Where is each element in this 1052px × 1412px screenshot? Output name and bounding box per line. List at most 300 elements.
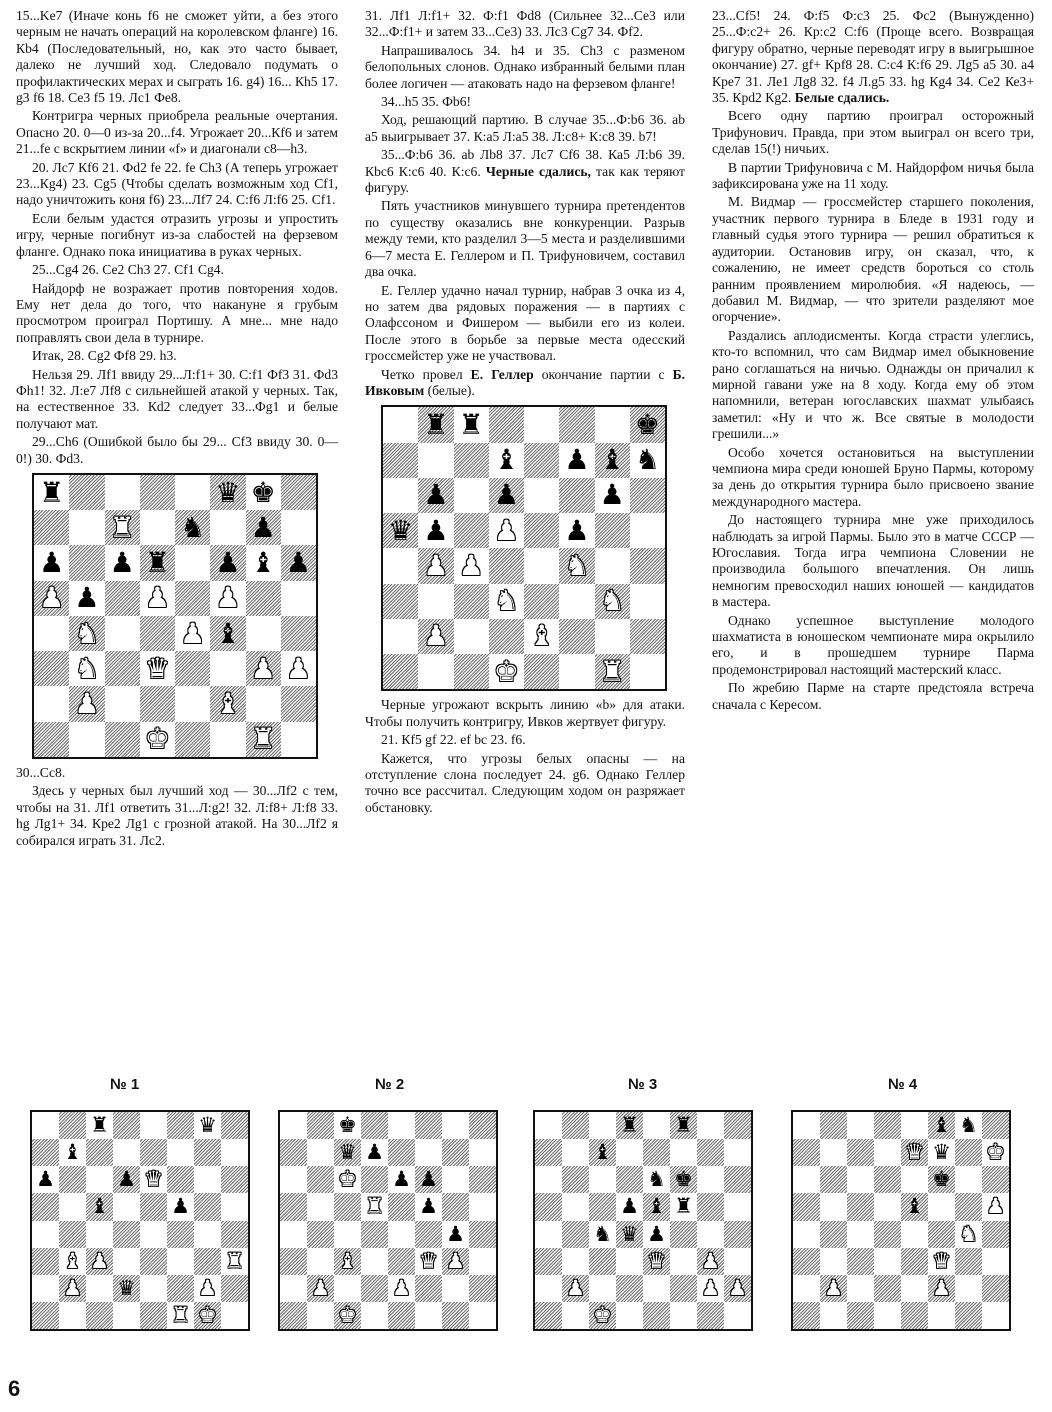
board-square bbox=[34, 475, 69, 510]
board-square bbox=[388, 1193, 415, 1220]
white-king-icon: ♚ bbox=[338, 1302, 357, 1327]
board-square bbox=[418, 619, 453, 654]
board-square bbox=[32, 1193, 59, 1220]
board-square bbox=[724, 1221, 751, 1248]
board-square bbox=[113, 1302, 140, 1329]
black-bishop-icon: ♝ bbox=[90, 1194, 109, 1219]
board-square bbox=[901, 1221, 928, 1248]
board-square bbox=[194, 1248, 221, 1275]
board-square bbox=[281, 686, 316, 721]
board-square bbox=[820, 1139, 847, 1166]
white-pawn-icon: ♟ bbox=[63, 1275, 82, 1300]
board-square bbox=[589, 1139, 616, 1166]
black-pawn-icon: ♟ bbox=[285, 546, 311, 580]
board-square bbox=[140, 545, 175, 580]
board-square bbox=[928, 1275, 955, 1302]
board-square bbox=[630, 548, 665, 583]
board-square bbox=[210, 581, 245, 616]
board-square bbox=[982, 1112, 1009, 1139]
board-square bbox=[535, 1275, 562, 1302]
board-square bbox=[562, 1139, 589, 1166]
board-square bbox=[86, 1112, 113, 1139]
board-square bbox=[793, 1248, 820, 1275]
board-square bbox=[383, 478, 418, 513]
board-square bbox=[928, 1302, 955, 1329]
board-square bbox=[955, 1221, 982, 1248]
board-square bbox=[928, 1193, 955, 1220]
paragraph bbox=[365, 147, 685, 196]
board-square bbox=[595, 548, 630, 583]
white-knight-icon: ♞ bbox=[959, 1221, 978, 1246]
black-rook-icon: ♜ bbox=[458, 407, 484, 441]
board-square bbox=[847, 1302, 874, 1329]
paragraph: В партии Трифуновича с М. Найдорфом ничья была зафиксирована уже на 11 ходу. bbox=[712, 159, 1034, 192]
black-bishop-icon: ♝ bbox=[593, 1140, 612, 1165]
white-pawn-icon: ♟ bbox=[701, 1275, 720, 1300]
board-square bbox=[820, 1193, 847, 1220]
board-square bbox=[616, 1139, 643, 1166]
black-pawn-icon: ♟ bbox=[171, 1194, 190, 1219]
board-square bbox=[388, 1248, 415, 1275]
board-square bbox=[34, 686, 69, 721]
board-square bbox=[643, 1193, 670, 1220]
board-square bbox=[454, 478, 489, 513]
problem-diagram bbox=[278, 1110, 498, 1331]
board-square bbox=[793, 1221, 820, 1248]
board-square bbox=[140, 510, 175, 545]
board-square bbox=[643, 1221, 670, 1248]
black-pawn-icon: ♟ bbox=[36, 1167, 55, 1192]
board-square bbox=[307, 1166, 334, 1193]
board-square bbox=[442, 1193, 469, 1220]
white-pawn-icon: ♟ bbox=[392, 1275, 411, 1300]
black-rook-icon: ♜ bbox=[674, 1194, 693, 1219]
board-square bbox=[167, 1139, 194, 1166]
problem-diagram bbox=[791, 1110, 1011, 1331]
board-square bbox=[246, 616, 281, 651]
board-square bbox=[643, 1166, 670, 1193]
board-square bbox=[221, 1221, 248, 1248]
board-square bbox=[524, 619, 559, 654]
board-square bbox=[630, 619, 665, 654]
board-square bbox=[246, 475, 281, 510]
board-square bbox=[524, 443, 559, 478]
board-square bbox=[59, 1248, 86, 1275]
board-square bbox=[442, 1139, 469, 1166]
board-square bbox=[210, 510, 245, 545]
board-square bbox=[847, 1166, 874, 1193]
board-square bbox=[901, 1112, 928, 1139]
board-square bbox=[307, 1139, 334, 1166]
board-square bbox=[59, 1139, 86, 1166]
board-square bbox=[820, 1275, 847, 1302]
black-rook-icon: ♜ bbox=[674, 1113, 693, 1138]
board-square bbox=[874, 1302, 901, 1329]
black-pawn-icon: ♟ bbox=[446, 1221, 465, 1246]
board-square bbox=[210, 545, 245, 580]
board-square bbox=[469, 1193, 496, 1220]
board-square bbox=[874, 1275, 901, 1302]
board-square bbox=[113, 1275, 140, 1302]
board-square bbox=[280, 1275, 307, 1302]
board-square bbox=[559, 619, 594, 654]
board-square bbox=[140, 1248, 167, 1275]
board-square bbox=[32, 1221, 59, 1248]
board-square bbox=[489, 443, 524, 478]
black-rook-icon: ♜ bbox=[620, 1113, 639, 1138]
board-square bbox=[724, 1139, 751, 1166]
board-square bbox=[140, 686, 175, 721]
board-square bbox=[210, 686, 245, 721]
white-king-icon: ♚ bbox=[986, 1140, 1005, 1165]
board-square bbox=[535, 1248, 562, 1275]
white-pawn-icon: ♟ bbox=[986, 1194, 1005, 1219]
board-square bbox=[361, 1248, 388, 1275]
board-square bbox=[334, 1275, 361, 1302]
board-square bbox=[589, 1275, 616, 1302]
board-square bbox=[221, 1248, 248, 1275]
board-square bbox=[361, 1112, 388, 1139]
white-rook-icon: ♜ bbox=[171, 1302, 190, 1327]
board-square bbox=[210, 616, 245, 651]
white-bishop-icon: ♝ bbox=[338, 1248, 357, 1273]
board-square bbox=[307, 1193, 334, 1220]
board-square bbox=[589, 1112, 616, 1139]
board-square bbox=[175, 510, 210, 545]
board-square bbox=[210, 722, 245, 757]
board-square bbox=[167, 1193, 194, 1220]
white-rook-icon: ♜ bbox=[599, 654, 625, 688]
board-square bbox=[454, 513, 489, 548]
board-square bbox=[643, 1275, 670, 1302]
board-square bbox=[388, 1139, 415, 1166]
board-square bbox=[388, 1221, 415, 1248]
white-bishop-icon: ♝ bbox=[63, 1248, 82, 1273]
board-square bbox=[32, 1302, 59, 1329]
board-square bbox=[697, 1275, 724, 1302]
problem-label: № 4 bbox=[888, 1076, 918, 1093]
board-square bbox=[59, 1275, 86, 1302]
board-square bbox=[280, 1166, 307, 1193]
board-square bbox=[489, 548, 524, 583]
white-knight-icon: ♞ bbox=[74, 651, 100, 685]
board-square bbox=[383, 584, 418, 619]
board-square bbox=[281, 510, 316, 545]
board-square bbox=[616, 1166, 643, 1193]
paragraph: 31. Лf1 Л:f1+ 32. Ф:f1 Фd8 (Сильнее 32...Се3 или 32...Ф:f1+ и затем 33...Се3) 33. Лс3 Cg7 34. Фf2. bbox=[365, 8, 685, 40]
board-square bbox=[194, 1221, 221, 1248]
black-pawn-icon: ♟ bbox=[74, 581, 100, 615]
board-square bbox=[167, 1248, 194, 1275]
board-square bbox=[595, 478, 630, 513]
board-square bbox=[175, 545, 210, 580]
board-square bbox=[469, 1112, 496, 1139]
board-square bbox=[59, 1166, 86, 1193]
board-square bbox=[140, 722, 175, 757]
board-square bbox=[616, 1221, 643, 1248]
board-square bbox=[334, 1221, 361, 1248]
board-square bbox=[32, 1248, 59, 1275]
board-square bbox=[955, 1193, 982, 1220]
paragraph bbox=[365, 367, 685, 400]
black-rook-icon: ♜ bbox=[39, 475, 65, 509]
board-square bbox=[140, 1302, 167, 1329]
board-square bbox=[562, 1166, 589, 1193]
board-square bbox=[595, 443, 630, 478]
board-square bbox=[643, 1248, 670, 1275]
board-square bbox=[670, 1139, 697, 1166]
white-bishop-icon: ♝ bbox=[529, 619, 555, 653]
board-square bbox=[595, 407, 630, 442]
board-square bbox=[724, 1166, 751, 1193]
board-square bbox=[955, 1275, 982, 1302]
black-king-icon: ♚ bbox=[674, 1167, 693, 1192]
white-knight-icon: ♞ bbox=[493, 584, 519, 618]
board-square bbox=[361, 1275, 388, 1302]
board-square bbox=[697, 1221, 724, 1248]
board-square bbox=[670, 1112, 697, 1139]
board-square bbox=[928, 1166, 955, 1193]
board-square bbox=[383, 619, 418, 654]
board-square bbox=[874, 1193, 901, 1220]
board-square bbox=[334, 1112, 361, 1139]
black-queen-icon: ♛ bbox=[932, 1140, 951, 1165]
board-square bbox=[418, 407, 453, 442]
board-square bbox=[847, 1112, 874, 1139]
board-square bbox=[59, 1193, 86, 1220]
board-square bbox=[874, 1112, 901, 1139]
board-square bbox=[489, 513, 524, 548]
board-square bbox=[307, 1248, 334, 1275]
paragraph: Пять участников минувшего турнира претендентов по существу оказались вне конкуренции. Разрыв между теми, кто разделил 3—5 места и разделившими 6—7 места Е. Геллером и П. Трифуновичем, составил два очка. bbox=[365, 198, 685, 280]
board-square bbox=[454, 443, 489, 478]
board-square bbox=[442, 1166, 469, 1193]
board-square bbox=[589, 1248, 616, 1275]
board-square bbox=[175, 722, 210, 757]
board-square bbox=[643, 1112, 670, 1139]
problem-diagram bbox=[30, 1110, 250, 1331]
board-square bbox=[559, 548, 594, 583]
board-square bbox=[334, 1166, 361, 1193]
board-square bbox=[69, 686, 104, 721]
board-square bbox=[901, 1193, 928, 1220]
board-square bbox=[524, 478, 559, 513]
board-square bbox=[847, 1193, 874, 1220]
board-square bbox=[175, 616, 210, 651]
board-square bbox=[847, 1275, 874, 1302]
paragraph: 25...Cg4 26. Се2 Ch3 27. Сf1 Cg4. bbox=[32, 262, 224, 278]
paragraph: Контригра черных приобрела реальные очертания. Опасно 20. 0—0 из-за 20...f4. Угрожает 20...Кf6 и затем 21...fe с вскрытием линии «f» и диагонали c8—h3. bbox=[16, 108, 338, 157]
paragraph: Всего одну партию проиграл осторожный Трифунович. Правда, при этом выиграл он всего три, сделав 15(!) ничьих. bbox=[712, 108, 1034, 157]
board-square bbox=[86, 1275, 113, 1302]
black-queen-icon: ♛ bbox=[338, 1140, 357, 1165]
board-square bbox=[32, 1166, 59, 1193]
black-bishop-icon: ♝ bbox=[493, 443, 519, 477]
black-rook-icon: ♜ bbox=[423, 407, 449, 441]
board-square bbox=[670, 1221, 697, 1248]
black-knight-icon: ♞ bbox=[593, 1221, 612, 1246]
white-pawn-icon: ♟ bbox=[423, 548, 449, 582]
white-pawn-icon: ♟ bbox=[423, 619, 449, 653]
board-square bbox=[415, 1139, 442, 1166]
board-square bbox=[469, 1302, 496, 1329]
board-square bbox=[34, 651, 69, 686]
black-pawn-icon: ♟ bbox=[419, 1167, 438, 1192]
board-square bbox=[113, 1193, 140, 1220]
paragraph: 29...Сh6 (Ошибкой было бы 29... Сf3 ввиду 30. 0—0!) 30. Фd3. bbox=[16, 434, 338, 466]
board-square bbox=[32, 1112, 59, 1139]
white-pawn-icon: ♟ bbox=[215, 581, 241, 615]
board-square bbox=[724, 1248, 751, 1275]
white-pawn-icon: ♟ bbox=[493, 513, 519, 547]
board-square bbox=[524, 513, 559, 548]
board-square bbox=[670, 1302, 697, 1329]
board-square bbox=[524, 548, 559, 583]
white-queen-icon: ♛ bbox=[647, 1248, 666, 1273]
result: Белые сдались. bbox=[794, 90, 890, 106]
black-queen-icon: ♛ bbox=[198, 1113, 217, 1138]
board-square bbox=[418, 513, 453, 548]
problem-label: № 1 bbox=[110, 1076, 140, 1093]
board-square bbox=[140, 1166, 167, 1193]
paragraph: Однако успешное выступление молодого шахматиста в юношеском чемпионате мира окрылило его, и в прошедшем турнире Парма продемонстрировал настоящий мастерский класс. bbox=[712, 612, 1034, 677]
board-square bbox=[793, 1139, 820, 1166]
white-pawn-icon: ♟ bbox=[446, 1248, 465, 1273]
board-square bbox=[281, 722, 316, 757]
white-bishop-icon: ♝ bbox=[215, 687, 241, 721]
board-square bbox=[415, 1193, 442, 1220]
column-right bbox=[712, 8, 1034, 715]
paragraph: Раздались аплодисменты. Когда страсти улеглись, кто-то вспомнил, что сам Видмар имел обыкновение рано соглашаться на ничью. Однажды он причалил к мирной гавани уже на 8 ходу. Когда ему об этом напомнили, ветеран югославских шахмат улыбаясь заметил: «Ну и что ж. Все святые в молодости грешили...» bbox=[712, 327, 1034, 442]
board-square bbox=[442, 1112, 469, 1139]
board-square bbox=[246, 651, 281, 686]
board-square bbox=[616, 1193, 643, 1220]
board-square bbox=[105, 651, 140, 686]
black-king-icon: ♚ bbox=[250, 475, 276, 509]
board-square bbox=[280, 1139, 307, 1166]
board-square bbox=[454, 407, 489, 442]
white-queen-icon: ♛ bbox=[905, 1140, 924, 1165]
board-square bbox=[589, 1193, 616, 1220]
board-square bbox=[140, 1139, 167, 1166]
board-square bbox=[442, 1302, 469, 1329]
board-square bbox=[670, 1166, 697, 1193]
paragraph: Кажется, что угрозы белых опасны — на отступление слона последует 24. g6. Однако Геллер точно все рассчитал. Следующим ходом он разряжает обстановку. bbox=[365, 750, 685, 815]
paragraph: До настоящего турнира мне уже приходилось наблюдать за игрой Пармы. Было это в матче СССР — Югославия. Тогда игра чемпиона Словении не производила большого впечатления. Он лишь немногим превосходил наших юношей — кандидатов в мастера. bbox=[712, 512, 1034, 610]
black-pawn-icon: ♟ bbox=[392, 1167, 411, 1192]
board-square bbox=[69, 616, 104, 651]
board-square bbox=[489, 478, 524, 513]
chess-diagram bbox=[381, 405, 667, 691]
moves: 23...Сf5! 24. Ф:f5 Ф:с3 25. Фс2 (Вынужденно) 25...Ф:с2+ 26. Кр:с2 С:f6 (Проще всего. Возвращая фигуру обратно, черные переводят игру в выигрышное окончание) 27. gf+ Крf8 28. С:с4 К:f6 29. Лg5 а5 30. а4 Кре7 31. Ле1 Лg8 32. f4 Л.g5 33. hg Кg4 34. Се2 Ке3+ 35. Кpd2 Кg2. bbox=[712, 8, 1034, 106]
board-square bbox=[670, 1275, 697, 1302]
board-square bbox=[86, 1248, 113, 1275]
board-square bbox=[469, 1139, 496, 1166]
white-knight-icon: ♞ bbox=[74, 616, 100, 650]
black-pawn-icon: ♟ bbox=[423, 478, 449, 512]
white-pawn-icon: ♟ bbox=[144, 581, 170, 615]
board-square bbox=[559, 407, 594, 442]
board-square bbox=[982, 1302, 1009, 1329]
board-square bbox=[140, 616, 175, 651]
player-name: Б. Ивковым bbox=[365, 366, 686, 398]
text: Четко провел bbox=[381, 366, 471, 382]
board-square bbox=[454, 619, 489, 654]
black-pawn-icon: ♟ bbox=[365, 1140, 384, 1165]
board-square bbox=[86, 1193, 113, 1220]
board-square bbox=[697, 1166, 724, 1193]
board-square bbox=[281, 475, 316, 510]
white-pawn-icon: ♟ bbox=[728, 1275, 747, 1300]
black-pawn-icon: ♟ bbox=[620, 1194, 639, 1219]
board-square bbox=[281, 581, 316, 616]
board-square bbox=[982, 1275, 1009, 1302]
board-square bbox=[388, 1112, 415, 1139]
board-square bbox=[34, 510, 69, 545]
board-square bbox=[415, 1248, 442, 1275]
board-square bbox=[280, 1221, 307, 1248]
board-square bbox=[221, 1112, 248, 1139]
black-pawn-icon: ♟ bbox=[647, 1221, 666, 1246]
board-square bbox=[361, 1221, 388, 1248]
black-queen-icon: ♛ bbox=[388, 513, 414, 547]
board-square bbox=[454, 548, 489, 583]
white-pawn-icon: ♟ bbox=[39, 581, 65, 615]
board-square bbox=[589, 1302, 616, 1329]
board-square bbox=[559, 513, 594, 548]
board-square bbox=[469, 1221, 496, 1248]
paragraph bbox=[712, 8, 1034, 106]
board-square bbox=[559, 584, 594, 619]
black-king-icon: ♚ bbox=[932, 1167, 951, 1192]
board-square bbox=[140, 475, 175, 510]
board-square bbox=[559, 443, 594, 478]
black-knight-icon: ♞ bbox=[647, 1167, 666, 1192]
board-square bbox=[535, 1302, 562, 1329]
board-square bbox=[418, 654, 453, 689]
board-square bbox=[167, 1221, 194, 1248]
column-left bbox=[16, 8, 338, 851]
board-square bbox=[418, 584, 453, 619]
board-square bbox=[418, 478, 453, 513]
board-square bbox=[982, 1139, 1009, 1166]
paragraph: Ход, решающий партию. В случае 35...Ф:b6 36. ab а5 выигрывает 37. К:а5 Л:а5 38. Л:с8+ К:с8 39. b7! bbox=[365, 112, 685, 144]
board-square bbox=[140, 1193, 167, 1220]
white-knight-icon: ♞ bbox=[564, 548, 590, 582]
board-square bbox=[982, 1166, 1009, 1193]
problem-label: № 3 bbox=[628, 1076, 658, 1093]
board-square bbox=[820, 1166, 847, 1193]
board-square bbox=[524, 654, 559, 689]
board-square bbox=[469, 1248, 496, 1275]
board-square bbox=[982, 1248, 1009, 1275]
board-square bbox=[221, 1302, 248, 1329]
board-square bbox=[469, 1166, 496, 1193]
board-square bbox=[280, 1248, 307, 1275]
black-pawn-icon: ♟ bbox=[564, 513, 590, 547]
board-square bbox=[32, 1139, 59, 1166]
black-bishop-icon: ♝ bbox=[647, 1194, 666, 1219]
board-square bbox=[820, 1112, 847, 1139]
black-pawn-icon: ♟ bbox=[564, 443, 590, 477]
paragraph: Е. Геллер удачно начал турнир, набрав 3 очка из 4, но затем два рядовых поражения — в партиях с Олафссоном и Фишером — выбили его из колеи. После этого в борьбе за первые места одесский гроссмейстер уже не участвовал. bbox=[365, 282, 685, 364]
board-square bbox=[415, 1112, 442, 1139]
board-square bbox=[616, 1302, 643, 1329]
black-bishop-icon: ♝ bbox=[250, 546, 276, 580]
board-square bbox=[167, 1302, 194, 1329]
board-square bbox=[246, 722, 281, 757]
board-square bbox=[86, 1302, 113, 1329]
